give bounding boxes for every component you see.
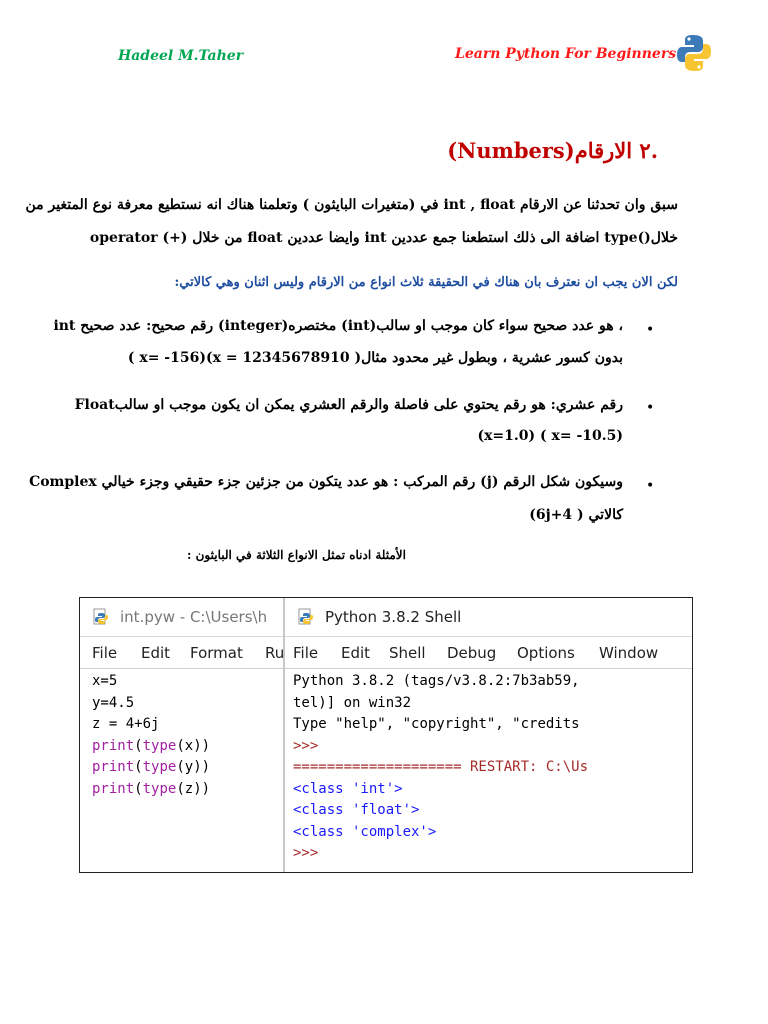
code-line: y=4.5 bbox=[92, 694, 135, 711]
intro-line-2: خلال()type اضافة الى ذلك استطعنا جمع عددين int وايضا عددين float من خلال (+) operator bbox=[89, 230, 678, 246]
editor-title: int.pyw - C:\Users\h bbox=[120, 608, 268, 626]
bullet-marker: • bbox=[646, 322, 655, 338]
shell-line: tel)] on win32 bbox=[293, 694, 412, 711]
shell-prompt: >>> bbox=[293, 737, 319, 754]
bullet-2-line-2: (x=1.0) ( x= -10.5) bbox=[477, 428, 623, 444]
shell-output-line: <class 'int'> bbox=[293, 780, 403, 797]
shell-window bbox=[285, 598, 692, 872]
examples-note: الأمثلة ادناه تمثل الانواع الثلاثة في البايثون : bbox=[187, 548, 406, 562]
bullet-2-line-1: Floatرقم عشري: هو رقم يحتوي على فاصلة والرقم العشري يمكن ان يكون موجب او سالب bbox=[74, 397, 623, 413]
bullet-3-line-2: كالاتي ( 4+6j) bbox=[529, 507, 623, 523]
editor-window bbox=[80, 598, 285, 872]
editor-menu-format[interactable]: Format bbox=[190, 644, 243, 662]
bullet-marker: • bbox=[646, 400, 655, 416]
shell-menu-window[interactable]: Window bbox=[599, 644, 659, 662]
highlight-text: لكن الان يجب ان نعترف بان هناك في الحقيقة ثلاث انواع من الارقام وليس اثنان وهي كالاتي: bbox=[174, 275, 678, 290]
shell-titlebar bbox=[285, 598, 692, 637]
bullet-1-line-1: int رقم صحيح: عدد صحيح (integer)مختصره (int)هو عدد صحيح سواء كان موجب او سالب ، bbox=[53, 318, 623, 334]
bullet-marker: • bbox=[646, 478, 655, 494]
shell-restart-line: ==================== RESTART: C:\Us bbox=[293, 759, 589, 775]
series-title: Learn Python For Beginners bbox=[455, 46, 677, 62]
editor-titlebar bbox=[80, 598, 283, 637]
shell-menu-edit[interactable]: Edit bbox=[341, 644, 371, 662]
author-name: Hadeel M.Taher bbox=[118, 48, 244, 64]
shell-output-line: <class 'float'> bbox=[293, 802, 420, 818]
shell-menu-shell[interactable]: Shell bbox=[389, 644, 426, 662]
editor-menu-run[interactable]: Ru bbox=[265, 644, 285, 662]
idle-screenshot bbox=[79, 597, 693, 873]
editor-menu-file[interactable]: File bbox=[92, 644, 118, 662]
python-file-icon bbox=[92, 608, 110, 626]
shell-line: Type "help", "copyright", "credits bbox=[293, 716, 580, 732]
code-line: z = 4+6j bbox=[92, 716, 160, 732]
code-line: x=5 bbox=[92, 673, 118, 689]
python-shell-icon bbox=[297, 608, 315, 626]
section-title: الارقام(Numbers) bbox=[447, 138, 633, 163]
shell-title: Python 3.8.2 Shell bbox=[325, 608, 462, 626]
bullet-1-line-2: بدون كسور عشرية ، وبطول غير محدود مثال( x = 12345678910)(x= -156 ) bbox=[127, 350, 623, 366]
shell-output-line: <class 'complex'> bbox=[293, 823, 437, 840]
python-logo-icon bbox=[676, 33, 712, 73]
shell-menu-file[interactable]: File bbox=[293, 644, 319, 662]
shell-menu-debug[interactable]: Debug bbox=[447, 644, 497, 662]
section-heading bbox=[447, 138, 658, 163]
bullet-3-line-1: Complex رقم المركب : هو عدد يتكون من جزئين جزء حقيقي وجزء خيالي (j) وسيكون شكل الرقم bbox=[29, 474, 623, 490]
intro-line-1: سبق وان تحدثنا عن الارقام int , float في (متغيرات البايثون ) وتعلمنا هناك انه نستطيع معرفة نوع المتغير من bbox=[25, 197, 678, 213]
editor-code-area[interactable] bbox=[80, 668, 283, 872]
editor-menu-edit[interactable]: Edit bbox=[141, 644, 171, 662]
code-line: print(type(x)) bbox=[92, 737, 211, 754]
shell-output-area[interactable] bbox=[285, 668, 692, 872]
section-number: .٢ bbox=[639, 138, 658, 163]
code-line: print(type(z)) bbox=[92, 780, 211, 797]
shell-prompt: >>> bbox=[293, 845, 319, 861]
shell-menubar bbox=[285, 644, 692, 668]
editor-menubar bbox=[80, 644, 283, 668]
shell-line: Python 3.8.2 (tags/v3.8.2:7b3ab59, bbox=[293, 673, 580, 689]
shell-menu-options[interactable]: Options bbox=[517, 644, 575, 662]
code-line: print(type(y)) bbox=[92, 759, 211, 775]
